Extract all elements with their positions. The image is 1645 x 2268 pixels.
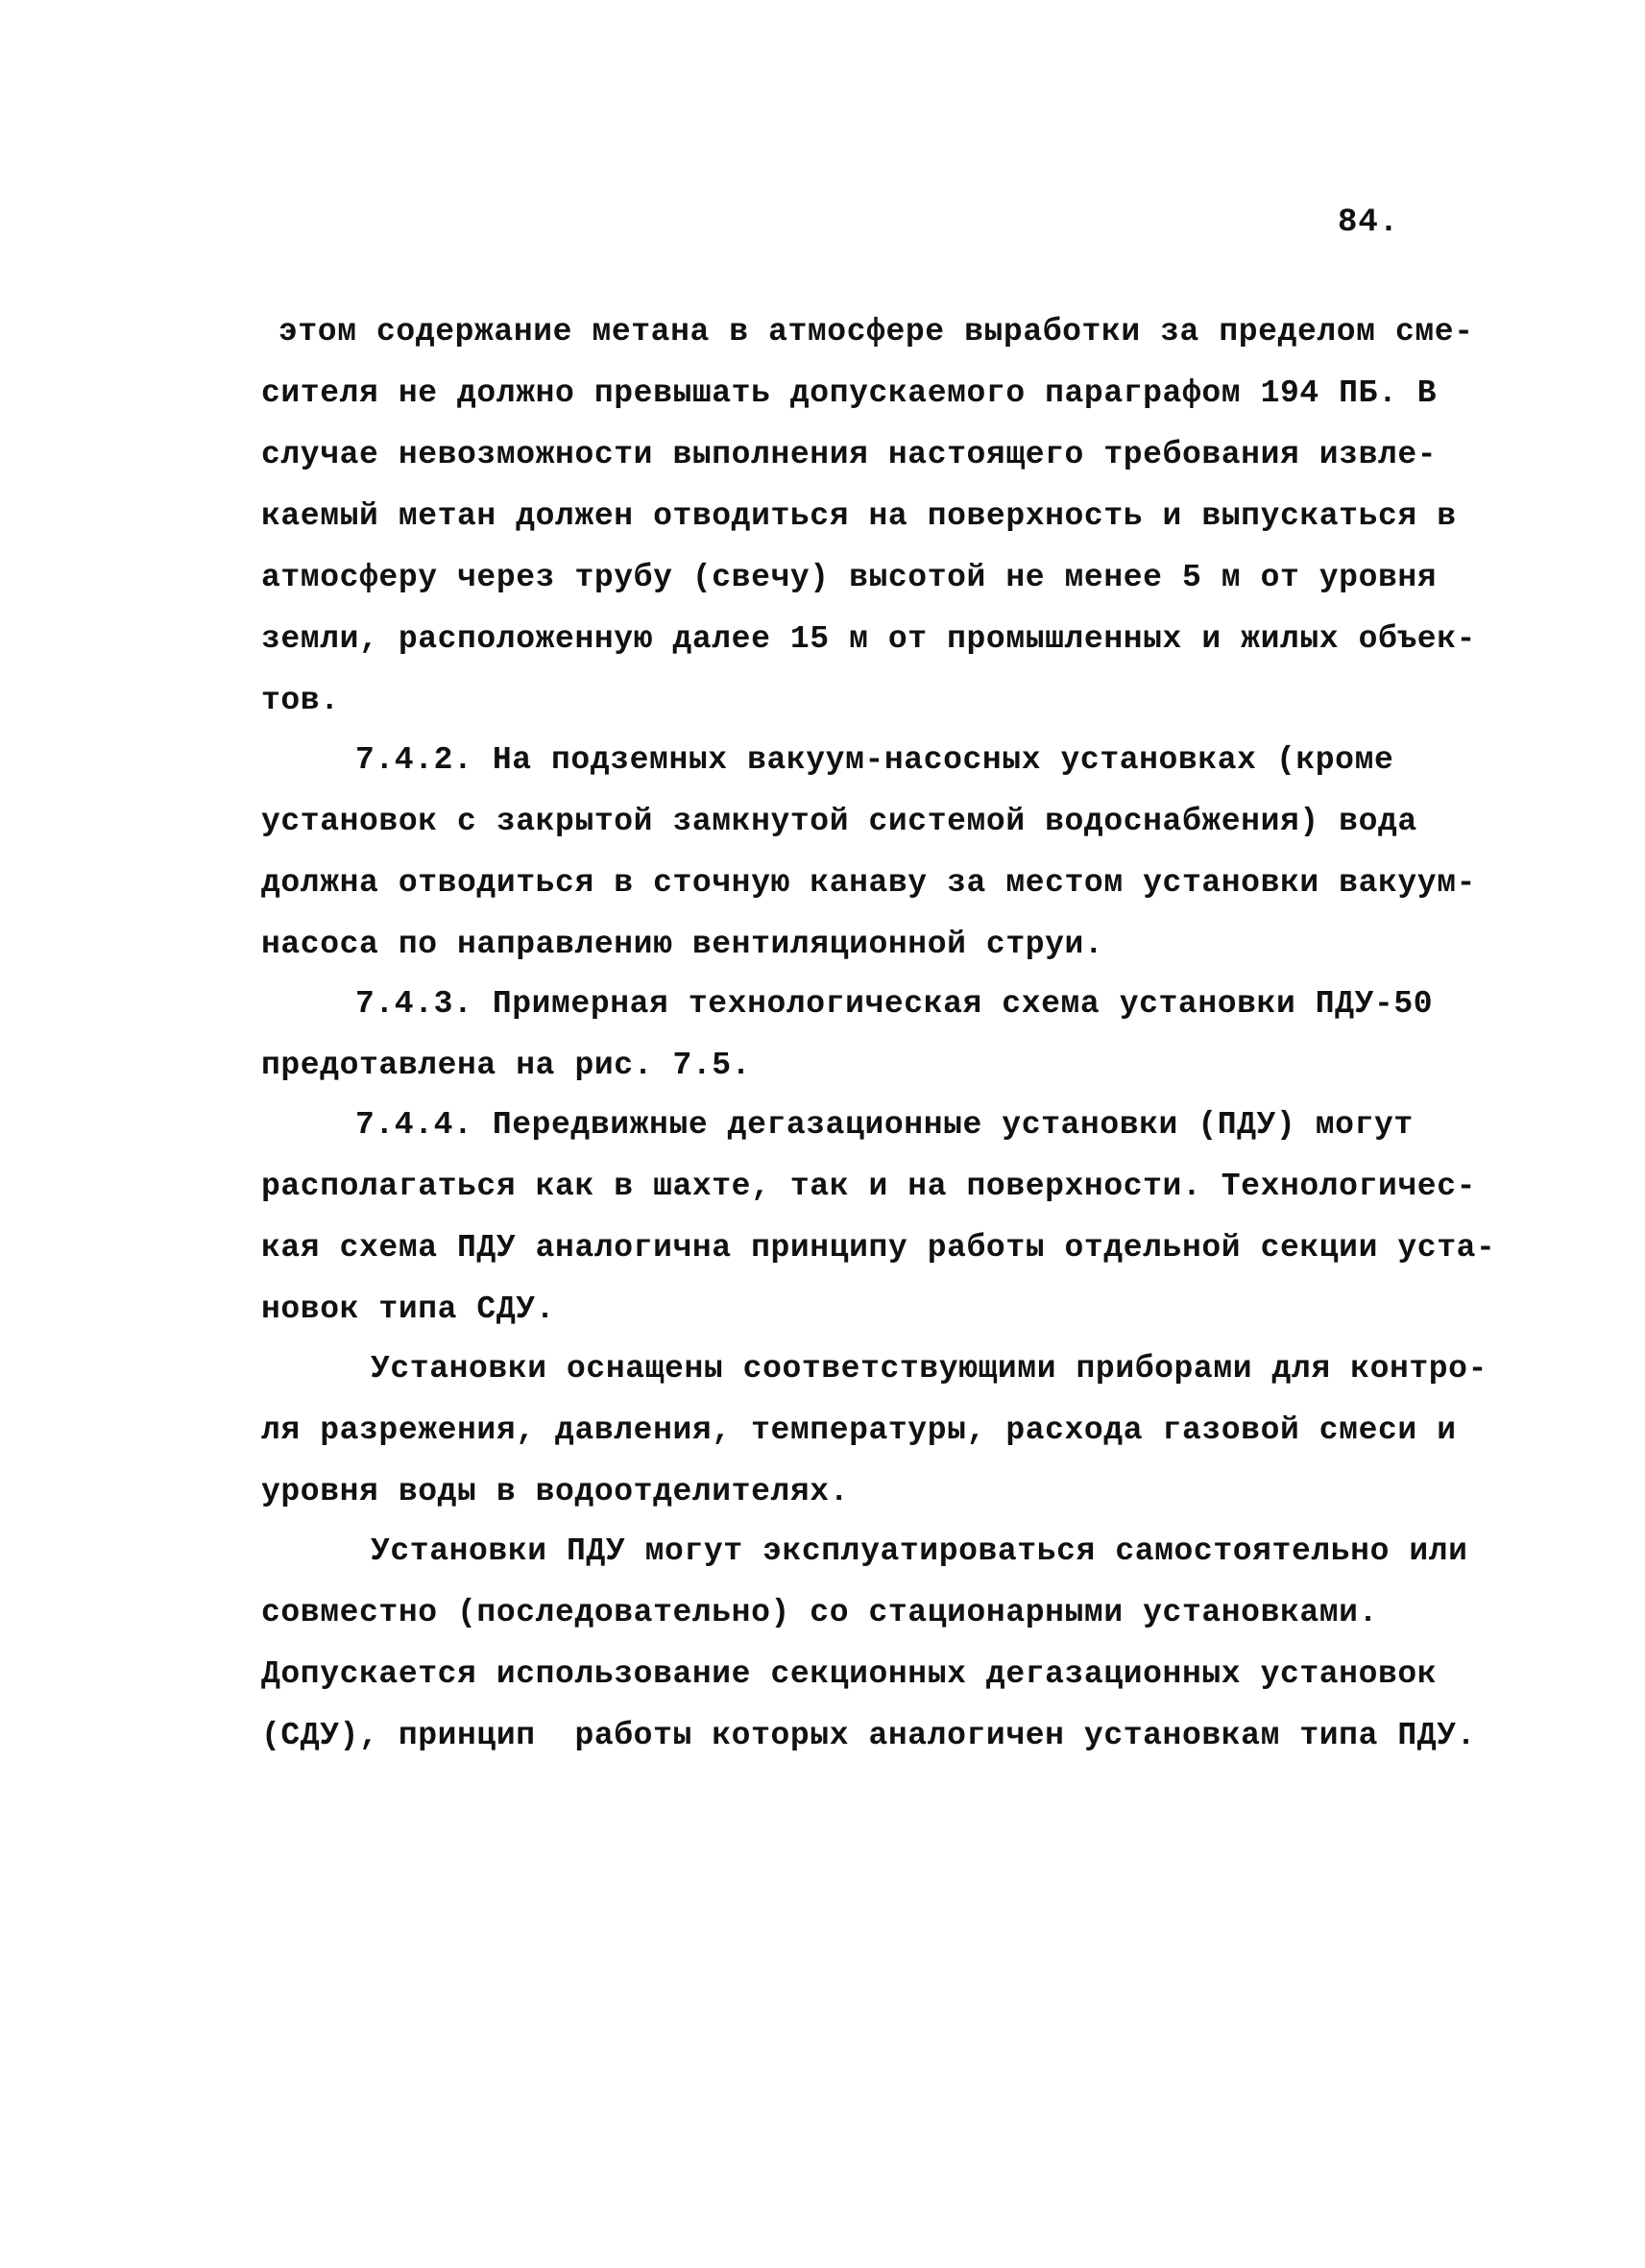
text-line: этом содержание метана в атмосфере выработки за пределом сме- bbox=[278, 314, 1474, 350]
text-line: новок типа СДУ. bbox=[261, 1291, 556, 1327]
text-line: ля разрежения, давления, температуры, расхода газовой смеси и bbox=[261, 1412, 1457, 1448]
text-line: атмосферу через трубу (свечу) высотой не менее 5 м от уровня bbox=[261, 560, 1438, 595]
text-line: сителя не должно превышать допускаемого параграфом 194 ПБ. В bbox=[261, 375, 1438, 411]
text-line: 7.4.3. Примерная технологическая схема установки ПДУ-50 bbox=[355, 986, 1434, 1022]
text-line: тов. bbox=[261, 683, 340, 718]
text-line: кая схема ПДУ аналогична принципу работы отдельной секции уста- bbox=[261, 1230, 1496, 1266]
text-line: располагаться как в шахте, так и на поверхности. Технологичес- bbox=[261, 1169, 1476, 1204]
text-line: установок с закрытой замкнутой системой водоснабжения) вода bbox=[261, 804, 1417, 839]
text-line: предотавлена на рис. 7.5. bbox=[261, 1048, 752, 1083]
text-line: земли, расположенную далее 15 м от промышленных и жилых объек- bbox=[261, 621, 1476, 657]
text-line: должна отводиться в сточную канаву за местом установки вакуум- bbox=[261, 865, 1476, 901]
text-line: случае невозможности выполнения настоящего требования извле- bbox=[261, 437, 1438, 472]
text-line: 7.4.2. На подземных вакуум-насосных установках (кроме bbox=[355, 742, 1394, 778]
text-line: (СДУ), принцип работы которых аналогичен установкам типа ПДУ. bbox=[261, 1718, 1476, 1753]
text-line: насоса по направлению вентиляционной струи. bbox=[261, 927, 1104, 962]
text-line: 7.4.4. Передвижные дегазационные установки (ПДУ) могут bbox=[355, 1107, 1414, 1143]
text-line: совместно (последовательно) со стационарными установками. bbox=[261, 1595, 1378, 1630]
text-line: Установки оснащены соответствующими приборами для контро- bbox=[371, 1351, 1488, 1387]
text-line: Допускается использование секционных дегазационных установок bbox=[261, 1656, 1438, 1692]
page-number: 84. bbox=[1338, 205, 1400, 241]
text-line: уровня воды в водоотделителях. bbox=[261, 1474, 850, 1509]
text-line: Установки ПДУ могут эксплуатироваться самостоятельно или bbox=[371, 1533, 1468, 1569]
text-line: каемый метан должен отводиться на поверхность и выпускаться в bbox=[261, 498, 1457, 534]
